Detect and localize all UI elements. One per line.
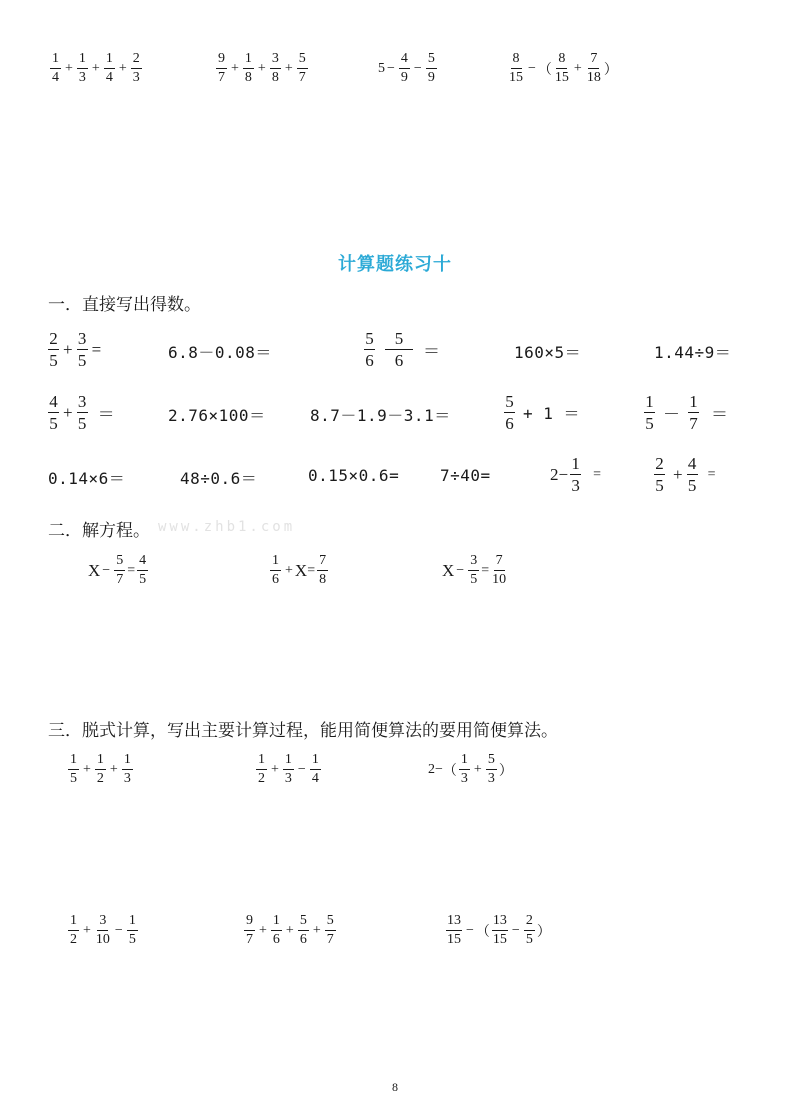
calc-4: $\frac{1}{2}$ + $\frac{3}{10}$ − $\frac{1}{5}$	[70, 913, 136, 947]
s1-r2-c: 8.7－1.9－3.1＝	[310, 406, 451, 425]
fraction: $\frac{2}{5}$	[525, 913, 533, 947]
fraction: $\frac{5}{6}$	[505, 392, 514, 433]
calc-6: $\frac{13}{15}$ − （ $\frac{13}{15}$ − $\frac{2}{5}$ ）	[447, 913, 551, 947]
fraction: $\frac{1}{7}$	[689, 392, 698, 433]
fraction: $\frac{4}{9}$	[400, 51, 408, 85]
watermark: www.zhb1.com	[158, 519, 296, 535]
s1-r3-f: $\frac{2}{5}$ + $\frac{4}{5}$ =	[655, 454, 716, 495]
s1-r2-e: $\frac{1}{5}$ － $\frac{1}{7}$ ＝	[645, 392, 728, 433]
fraction: $\frac{2}{3}$	[132, 51, 140, 85]
fraction: $\frac{1}{3}$	[460, 752, 468, 786]
fraction: $\frac{4}{5}$	[49, 392, 58, 433]
fraction: $\frac{7}{8}$	[319, 553, 327, 587]
fraction: $\frac{1}{3}$	[123, 752, 131, 786]
fraction: $\frac{1}{6}$	[272, 913, 280, 947]
top-expression-2: $\frac{9}{7}$ + $\frac{1}{8}$ + $\frac{3}{8}$ + $\frac{5}{7}$	[218, 51, 306, 85]
page-number: 8	[392, 1080, 398, 1094]
fraction: $\frac{5}{7}$	[326, 913, 334, 947]
fraction: $\frac{2}{5}$	[49, 329, 58, 370]
fraction: $\frac{1}{8}$	[244, 51, 252, 85]
s1-r1-d: 160×5＝	[514, 343, 582, 362]
s1-r1-a: $\frac{2}{5}$ + $\frac{3}{5}$ =	[49, 329, 102, 370]
fraction: $\frac{1}{4}$	[105, 51, 113, 85]
fraction: $\frac{13}{15}$	[492, 913, 507, 947]
fraction: $\frac{3}{5}$	[77, 392, 87, 433]
s1-r3-a: 0.14×6＝	[48, 469, 126, 488]
fraction: $\frac{7}{18}$	[586, 51, 601, 85]
fraction: $\frac{4}{5}$	[687, 454, 697, 495]
top-expression-4: $\frac{8}{15}$ − （ $\frac{8}{15}$ + $\frac{7}{18}$ ）	[509, 51, 618, 85]
fraction: $\frac{1}{2}$	[96, 752, 104, 786]
fraction: $\frac{1}{4}$	[52, 51, 59, 85]
fraction: $\frac{4}{5}$	[139, 553, 147, 587]
fraction: $\frac{1}{4}$	[311, 752, 319, 786]
fraction: $\frac{1}{3}$	[284, 752, 292, 786]
fraction: $\frac{1}{5}$	[70, 752, 77, 786]
fraction: $\frac{5}{3}$	[487, 752, 495, 786]
fraction: $\frac{5}{6}$	[385, 330, 413, 369]
fraction: $\frac{1}{2}$	[258, 752, 265, 786]
fraction: $\frac{3}{10}$	[95, 913, 110, 947]
s1-r1-b: 6.8－0.08＝	[168, 343, 272, 362]
fraction: $\frac{5}{7}$	[116, 553, 124, 587]
fraction: $\frac{1}{5}$	[645, 392, 654, 433]
fraction: $\frac{7}{10}$	[492, 553, 507, 587]
section-2-title: 二．解方程。	[48, 521, 150, 541]
calc-3: 2− （ $\frac{1}{3}$ + $\frac{5}{3}$ ）	[428, 752, 513, 786]
fraction: $\frac{3}{5}$	[77, 329, 87, 370]
fraction: $\frac{5}{9}$	[427, 51, 435, 85]
equation-2: $\frac{1}{6}$ + X = $\frac{7}{8}$	[272, 553, 327, 587]
fraction: $\frac{5}{6}$	[299, 913, 307, 947]
fraction: $\frac{13}{15}$	[447, 913, 461, 947]
s1-r2-a: $\frac{4}{5}$ + $\frac{3}{5}$ ＝	[49, 392, 115, 433]
fraction: $\frac{8}{15}$	[554, 51, 569, 85]
fraction: $\frac{1}{5}$	[128, 913, 136, 947]
fraction: $\frac{8}{15}$	[509, 51, 523, 85]
fraction: $\frac{5}{7}$	[298, 51, 306, 85]
s1-r1-c: $\frac{5}{6}$ $\frac{5}{6}$ ＝	[365, 329, 440, 370]
section-3-title: 三．脱式计算，写出主要计算过程，能用简便算法的要用简便算法。	[48, 721, 558, 741]
fraction: $\frac{1}{3}$	[571, 454, 580, 495]
fraction: $\frac{1}{3}$	[78, 51, 86, 85]
fraction: $\frac{5}{6}$	[365, 329, 374, 370]
fraction: $\frac{1}{2}$	[70, 913, 77, 947]
section-1-title: 一．直接写出得数。	[48, 295, 201, 315]
s1-r3-c: 0.15×0.6=	[308, 466, 400, 485]
fraction: $\frac{9}{7}$	[246, 913, 253, 947]
fraction: $\frac{9}{7}$	[218, 51, 225, 85]
fraction: $\frac{1}{6}$	[272, 553, 279, 587]
calc-2: $\frac{1}{2}$ + $\frac{1}{3}$ − $\frac{1}{4}$	[258, 752, 319, 786]
s1-r3-d: 7÷40=	[440, 466, 491, 485]
equation-1: X − $\frac{5}{7}$ = $\frac{4}{5}$	[88, 553, 147, 587]
calc-5: $\frac{9}{7}$ + $\frac{1}{6}$ + $\frac{5}{6}$ + $\frac{5}{7}$	[246, 913, 334, 947]
fraction: $\frac{2}{5}$	[655, 454, 664, 495]
calc-1: $\frac{1}{5}$ + $\frac{1}{2}$ + $\frac{1}{3}$	[70, 752, 131, 786]
page-title: 计算题练习十	[338, 254, 452, 275]
s1-r3-e: 2− $\frac{1}{3}$ =	[550, 454, 601, 495]
equation-3: X − $\frac{3}{5}$ = $\frac{7}{10}$	[442, 553, 507, 587]
top-expression-1: $\frac{1}{4}$ + $\frac{1}{3}$ + $\frac{1}{4}$ + $\frac{2}{3}$	[52, 51, 140, 85]
s1-r3-b: 48÷0.6＝	[180, 469, 258, 488]
fraction: $\frac{3}{8}$	[271, 51, 279, 85]
fraction: $\frac{3}{5}$	[470, 553, 478, 587]
s1-r2-d: $\frac{5}{6}$ + 1 ＝	[505, 392, 581, 433]
s1-r2-b: 2.76×100＝	[168, 406, 266, 425]
s1-r1-e: 1.44÷9＝	[654, 343, 732, 362]
top-expression-3: 5 − $\frac{4}{9}$ − $\frac{5}{9}$	[378, 51, 435, 85]
